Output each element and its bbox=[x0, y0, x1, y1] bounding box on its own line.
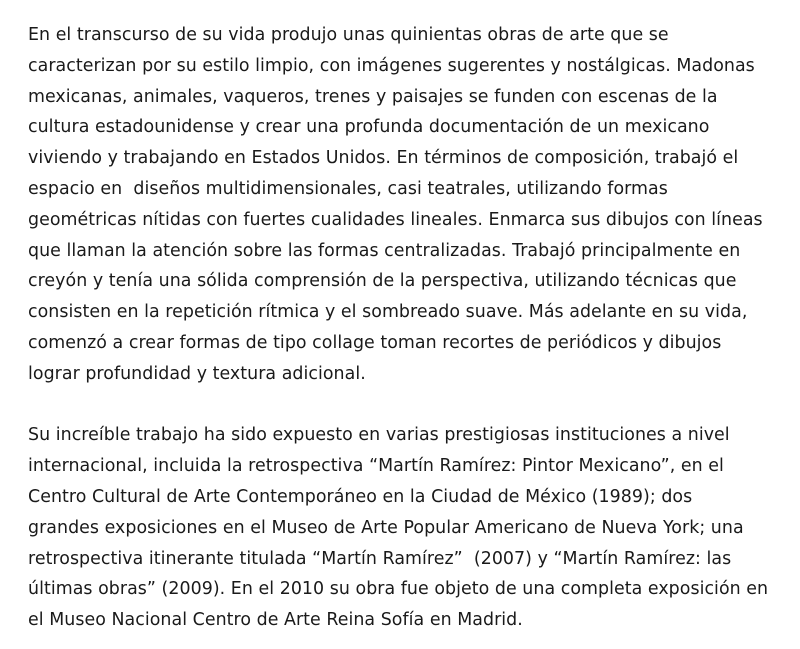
text-line: caracterizan por su estilo limpio, con imágenes sugerentes y nostálgicas. Madonas bbox=[28, 55, 755, 76]
text-line: que llaman la atención sobre las formas centralizadas. Trabajó principalmente en bbox=[28, 240, 741, 261]
text-line: lograr profundidad y textura adicional. bbox=[28, 363, 366, 384]
text-line: cultura estadounidense y crear una profunda documentación de un mexicano bbox=[28, 117, 710, 138]
text-line: En el transcurso de su vida produjo unas quinientas obras de arte que se bbox=[28, 25, 669, 45]
text-line: internacional, incluida la retrospectiva “Martín Ramírez: Pintor Mexicano”, en el bbox=[28, 456, 724, 477]
text-line: mexicanas, animales, vaqueros, trenes y paisajes se funden con escenas de la bbox=[28, 86, 718, 107]
text-line: retrospectiva itinerante titulada “Martín Ramírez” (2007) y “Martín Ramírez: las bbox=[28, 548, 732, 569]
text-line: viviendo y trabajando en Estados Unidos. En términos de composición, trabajó el bbox=[28, 148, 739, 169]
text-line: creyón y tenía una sólida comprensión de la perspectiva, utilizando técnicas que bbox=[28, 271, 737, 292]
paragraph-exhibitions bbox=[28, 420, 788, 636]
text-line: Su increíble trabajo ha sido expuesto en varias prestigiosas instituciones a nivel bbox=[28, 425, 730, 446]
text-line: comenzó a crear formas de tipo collage toman recortes de periódicos y dibujos bbox=[28, 332, 722, 353]
text-line: geométricas nítidas con fuertes cualidades lineales. Enmarca sus dibujos con líneas bbox=[28, 209, 763, 230]
text-line: consisten en la repetición rítmica y el sombreado suave. Más adelante en su vida, bbox=[28, 302, 748, 323]
text-line: grandes exposiciones en el Museo de Arte Popular Americano de Nueva York; una bbox=[28, 517, 744, 538]
paragraph-life-works bbox=[28, 20, 788, 390]
text-line: últimas obras” (2009). En el 2010 su obra fue objeto de una completa exposición en bbox=[28, 579, 769, 600]
article-body bbox=[28, 20, 788, 636]
text-line: espacio en diseños multidimensionales, casi teatrales, utilizando formas bbox=[28, 178, 668, 199]
text-line: Centro Cultural de Arte Contemporáneo en la Ciudad de México (1989); dos bbox=[28, 486, 693, 507]
text-line: el Museo Nacional Centro de Arte Reina Sofía en Madrid. bbox=[28, 610, 523, 631]
